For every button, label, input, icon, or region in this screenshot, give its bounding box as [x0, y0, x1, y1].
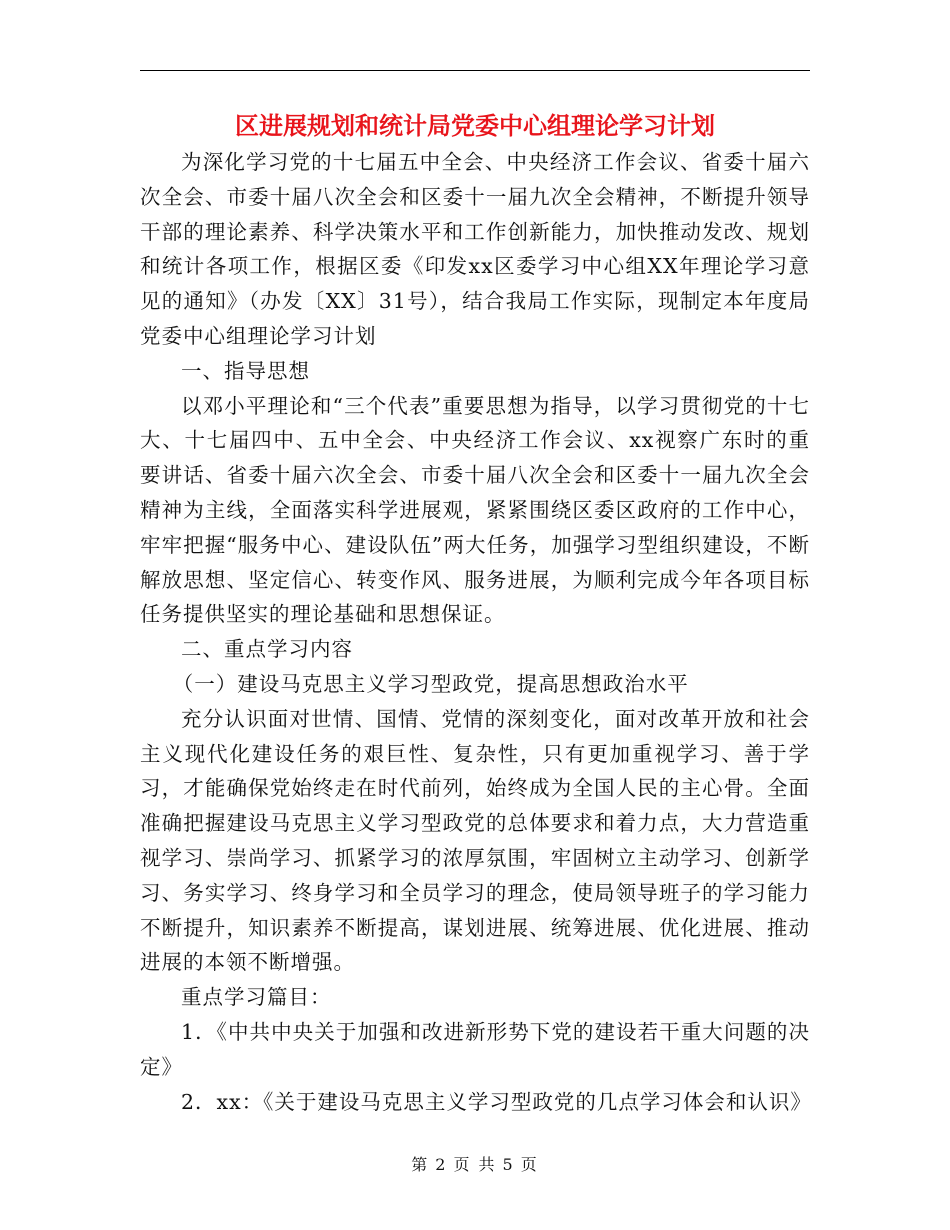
- page-number: 2: [435, 1155, 448, 1174]
- header-rule: [140, 70, 810, 71]
- reading-item-2: 2．xx：《关于建设马克思主义学习型政党的几点学习体会和认识》: [181, 1089, 812, 1114]
- document-title: 区进展规划和统计局党委中心组理论学习计划: [235, 112, 715, 140]
- total-pages: 5: [502, 1155, 515, 1174]
- page-label-mid: 页 共: [453, 1155, 497, 1174]
- key-readings-label: 重点学习篇目：: [181, 985, 332, 1010]
- page-label-suffix: 页: [520, 1155, 539, 1174]
- document-body: [140, 145, 810, 1119]
- subsection-heading-learning-party: （一）建设马克思主义学习型政党，提高思想政治水平: [172, 671, 689, 696]
- section-heading-guiding-ideology: 一、指导思想: [181, 358, 310, 383]
- intro-paragraph: 为深化学习党的十七届五中全会、中央经济工作会议、省委十届六次全会、市委十届八次全会和区委十一届九次全会精神，不断提升领导干部的理论素养、科学决策水平和工作创新能力，加快推动发改、规划和统计各项工作，根据区委《印发xx区委学习中心组XX年理论学习意见的通知》（办发〔XX〕31号），结合我局工作实际，现制定本年度局党委中心组理论学习计划: [140, 150, 810, 348]
- reading-item-1: 1．《中共中央关于加强和改进新形势下党的建设若干重大问题的决定》: [140, 1019, 810, 1079]
- learning-party-paragraph: 充分认识面对世情、国情、党情的深刻变化，面对改革开放和社会主义现代化建设任务的艰巨性、复杂性，只有更加重视学习、善于学习，才能确保党始终走在时代前列，始终成为全国人民的主心骨。全面准确把握建设马克思主义学习型政党的总体要求和着力点，大力营造重视学习、崇尚学习、抓紧学习的浓厚氛围，牢固树立主动学习、创新学习、务实学习、终身学习和全员学习的理念，使局领导班子的学习能力不断提升，知识素养不断提高，谋划进展、统筹进展、优化进展、推动进展的本领不断增强。: [140, 706, 810, 975]
- page-label-prefix: 第: [411, 1155, 430, 1174]
- page-footer: [0, 1154, 950, 1176]
- section-heading-key-content: 二、重点学习内容: [181, 637, 353, 662]
- guiding-ideology-paragraph: 以邓小平理论和“三个代表”重要思想为指导，以学习贯彻党的十七大、十七届四中、五中全会、中央经济工作会议、xx视察广东时的重要讲话、省委十届六次全会、市委十届八次全会和区委十一届九次全会精神为主线，全面落实科学进展观，紧紧围绕区委区政府的工作中心，牢牢把握“服务中心、建设队伍”两大任务，加强学习型组织建设，不断解放思想、坚定信心、转变作风、服务进展，为顺利完成今年各项目标任务提供坚实的理论基础和思想保证。: [140, 393, 810, 627]
